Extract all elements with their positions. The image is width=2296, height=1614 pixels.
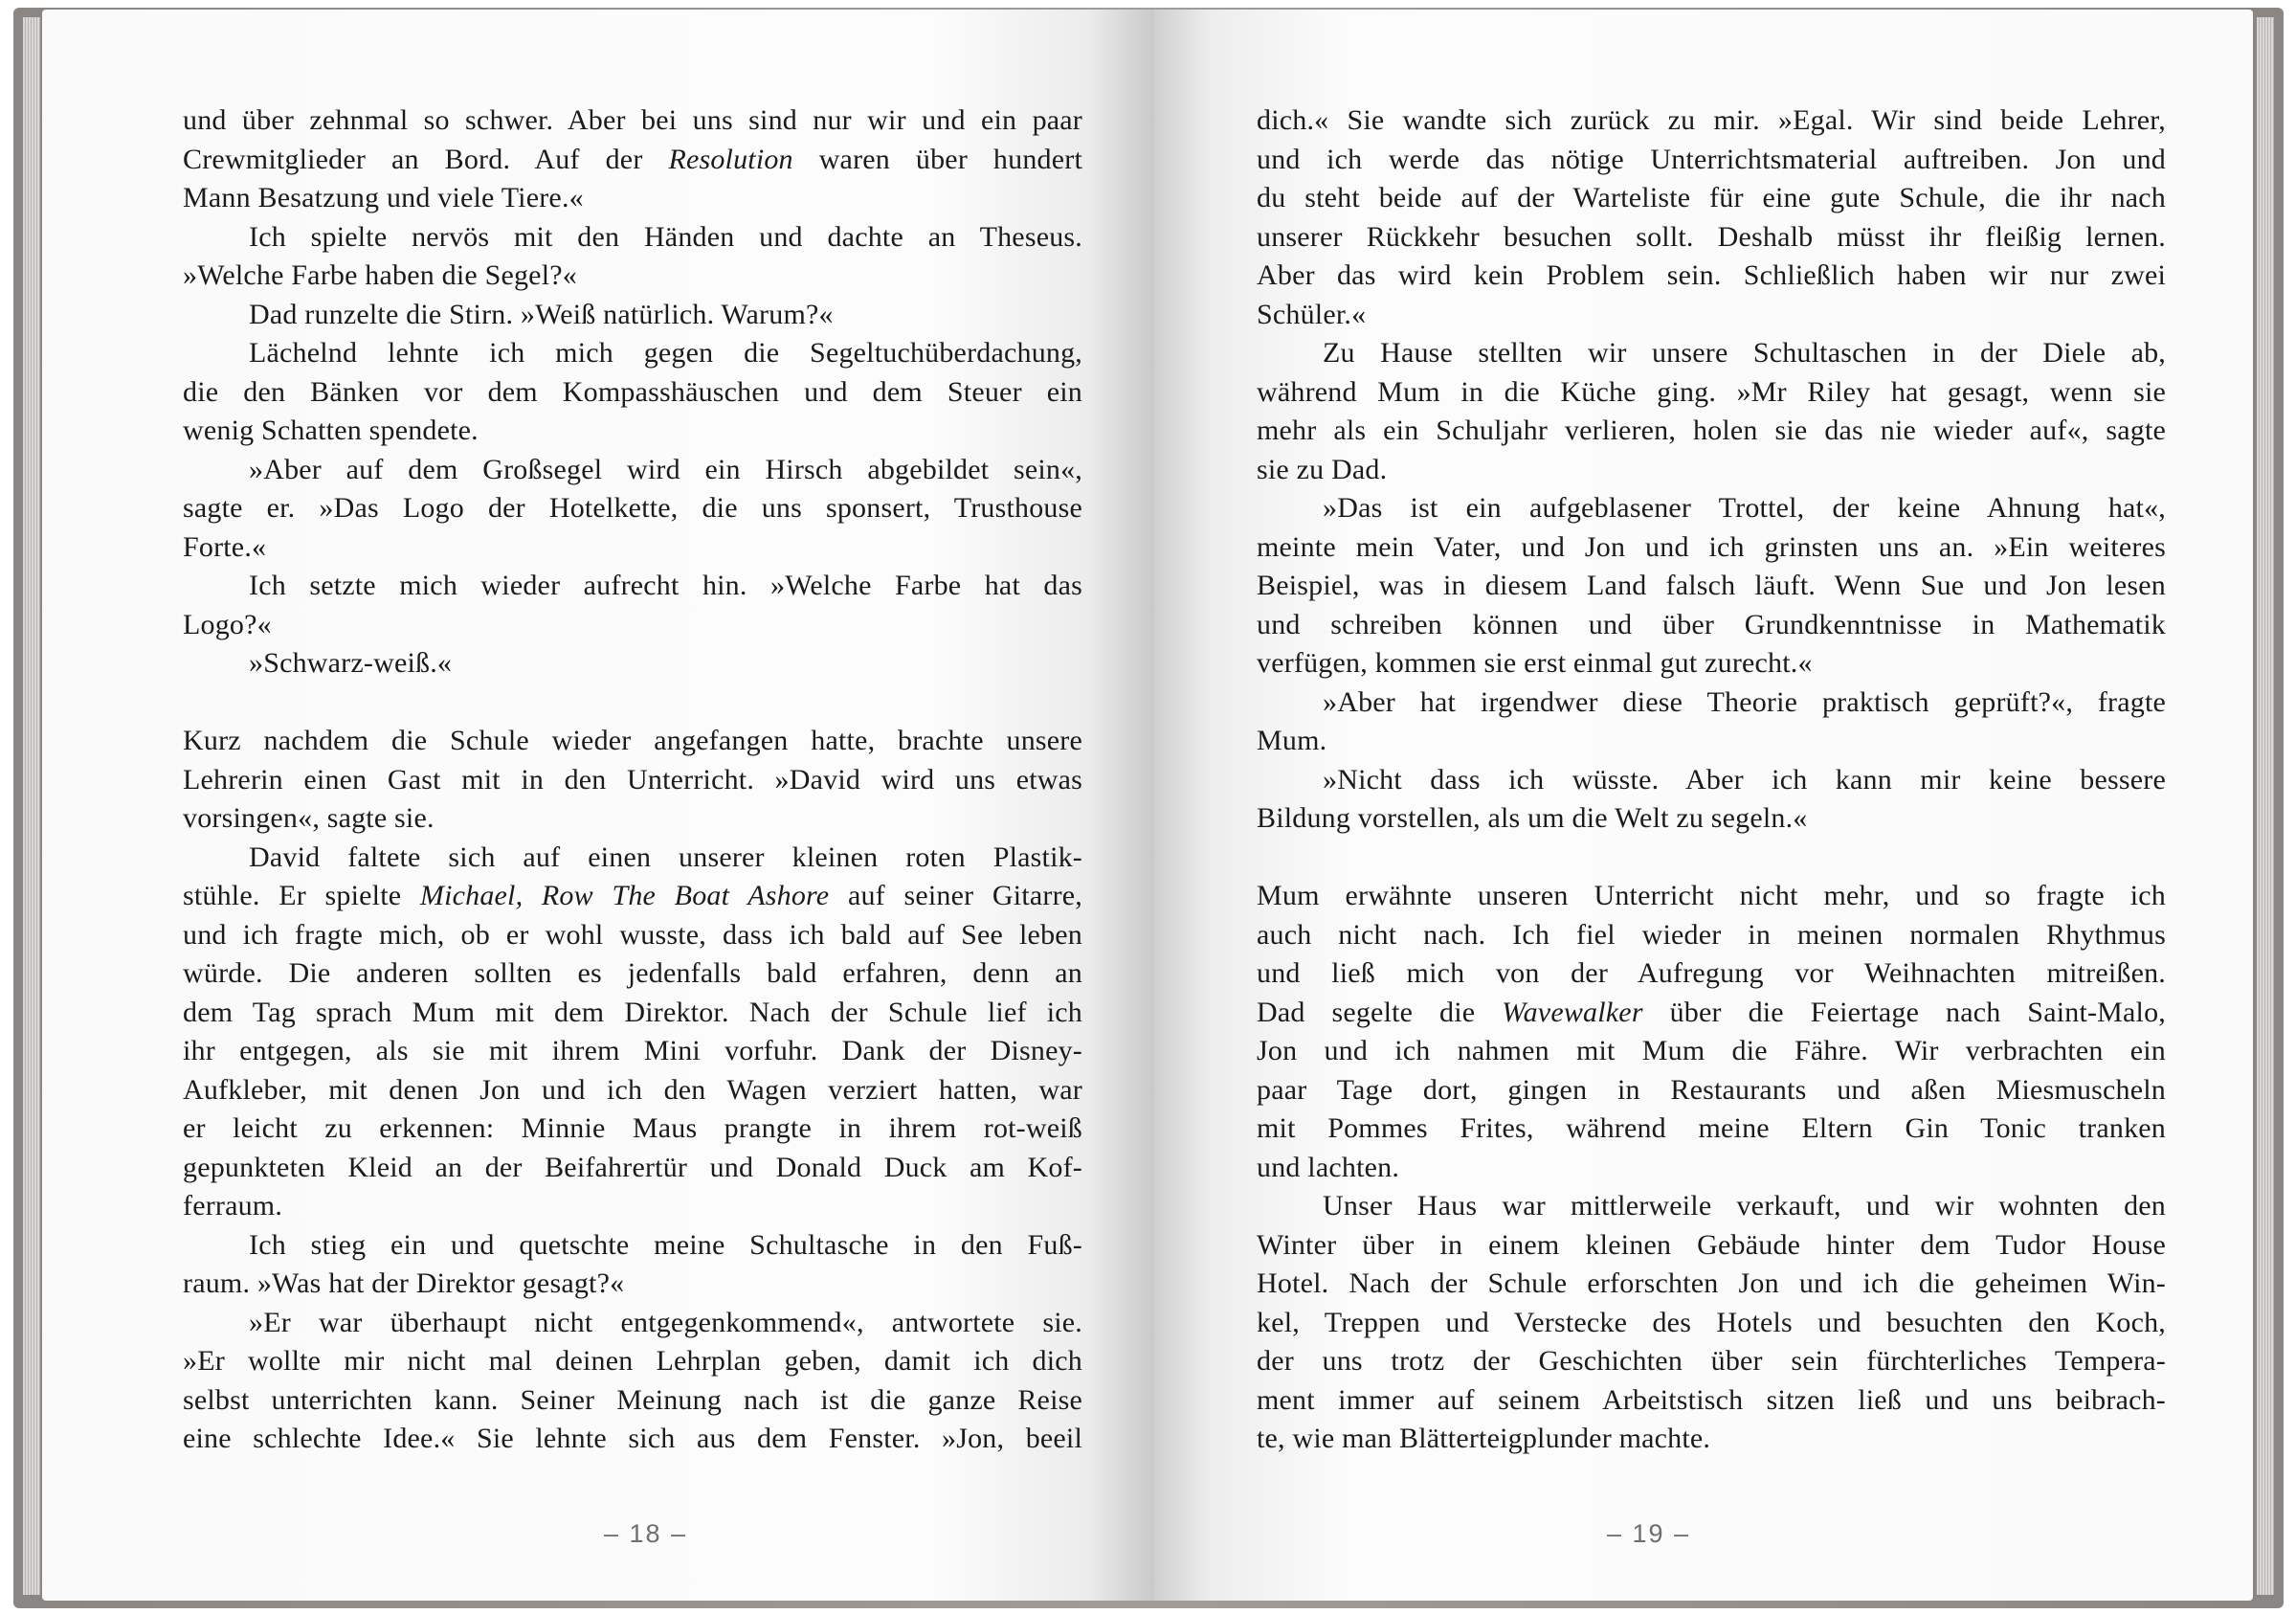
- text-line: Beispiel, was in diesem Land falsch läuft. Wenn Sue und Jon lesen: [1257, 570, 2166, 601]
- text-line: Jon und ich nahmen mit Mum die Fähre. Wir verbrachten ein: [1257, 1035, 2166, 1066]
- text-line: während Mum in die Küche ging. »Mr Riley hat gesagt, wenn sie: [1257, 375, 2166, 408]
- page-number-right: – 19 –: [1607, 1519, 1691, 1548]
- text-line: Ich spielte nervös mit den Händen und dachte an Theseus.: [249, 220, 1082, 253]
- text-line: ferraum.: [183, 1190, 283, 1222]
- text-line: »Schwarz-weiß.«: [249, 647, 453, 679]
- text-line: Unser Haus war mittlerweile verkauft, und wir wohnten den: [1323, 1190, 2166, 1222]
- text-line: Crewmitglieder an Bord. Auf der Resolution waren über hundert: [183, 143, 1082, 175]
- text-line: mehr als ein Schuljahr verlieren, holen sie das nie wieder auf«, sagte: [1257, 415, 2166, 446]
- text-line: ihr entgegen, als sie mit ihrem Mini vorfuhr. Dank der Disney-: [183, 1035, 1082, 1066]
- text-line: Forte.«: [183, 530, 267, 563]
- text-line: Logo?«: [183, 608, 272, 640]
- page-edges-right: [2257, 17, 2274, 1595]
- text-line: auch nicht nach. Ich fiel wieder in meinen normalen Rhythmus: [1257, 918, 2166, 951]
- text-line: würde. Die anderen sollten es jedenfalls bald erfahren, denn an: [183, 957, 1082, 989]
- open-book: [13, 8, 2284, 1608]
- text-line: »Das ist ein aufgeblasener Trottel, der keine Ahnung hat«,: [1323, 492, 2166, 524]
- italic-title: Michael, Row The Boat Ashore: [419, 880, 830, 911]
- page-number-left: – 18 –: [604, 1519, 688, 1548]
- text-line: ment immer auf seinem Arbeitstisch sitzen ließ und uns beibrach-: [1257, 1383, 2166, 1416]
- page-edges-left: [23, 17, 40, 1595]
- text-line: »Er wollte mir nicht mal deinen Lehrplan geben, damit ich dich: [183, 1345, 1082, 1377]
- text-line: mit Pommes Frites, während meine Eltern Gin Tonic tranken: [1257, 1112, 2166, 1144]
- text-line: eine schlechte Idee.« Sie lehnte sich aus dem Fenster. »Jon, beeil: [183, 1423, 1082, 1454]
- text-line: »Nicht dass ich wüsste. Aber ich kann mir keine bessere: [1323, 763, 2166, 796]
- text-line: und schreiben können und über Grundkenntnisse in Mathematik: [1257, 608, 2166, 640]
- text-line: unserer Rückkehr besuchen sollt. Deshalb müsst ihr fleißig lernen.: [1257, 220, 2166, 253]
- text-line: David faltete sich auf einen unserer kleinen roten Plastik-: [249, 841, 1082, 873]
- text-line: stühle. Er spielte Michael, Row The Boat Ashore auf seiner Gitarre,: [183, 880, 1082, 911]
- text-line: und lachten.: [1257, 1151, 1400, 1183]
- text-line: selbst unterrichten kann. Seiner Meinung nach ist die ganze Reise: [183, 1383, 1082, 1416]
- text-line: Ich setzte mich wieder aufrecht hin. »Welche Farbe hat das: [249, 570, 1082, 601]
- text-line: »Er war überhaupt nicht entgegenkommend«, antwortete sie.: [249, 1306, 1082, 1338]
- italic-title: Wavewalker: [1502, 996, 1643, 1028]
- text-line: und über zehnmal so schwer. Aber bei uns sind nur wir und ein paar: [183, 104, 1082, 136]
- text-line: paar Tage dort, gingen in Restaurants und aßen Miesmuscheln: [1257, 1073, 2166, 1106]
- text-line: Ich stieg ein und quetschte meine Schultasche in den Fuß-: [249, 1228, 1082, 1261]
- text-line: raum. »Was hat der Direktor gesagt?«: [183, 1267, 625, 1299]
- text-line: Zu Hause stellten wir unsere Schultaschen in der Diele ab,: [1323, 337, 2166, 369]
- text-line: Bildung vorstellen, als um die Welt zu segeln.«: [1257, 802, 1808, 834]
- text-line: Kurz nachdem die Schule wieder angefangen hatte, brachte unsere: [183, 725, 1082, 756]
- text-line: kel, Treppen und Verstecke des Hotels und besuchten den Koch,: [1257, 1306, 2166, 1338]
- text-line: er leicht zu erkennen: Minnie Maus prangte in ihrem rot-weiß: [183, 1112, 1082, 1144]
- text-line: Dad segelte die Wavewalker über die Feiertage nach Saint-Malo,: [1257, 996, 2166, 1028]
- section-break: [1257, 839, 2166, 878]
- italic-title: Resolution: [668, 143, 793, 175]
- text-line: der uns trotz der Geschichten über sein fürchterliches Tempera-: [1257, 1345, 2166, 1377]
- text-line: sie zu Dad.: [1257, 453, 1388, 485]
- text-line: »Aber auf dem Großsegel wird ein Hirsch abgebildet sein«,: [249, 453, 1082, 485]
- left-page-text: [183, 101, 1082, 1459]
- text-line: Winter über in einem kleinen Gebäude hinter dem Tudor House: [1257, 1228, 2166, 1261]
- text-line: und ließ mich von der Aufregung vor Weihnachten mitreißen.: [1257, 957, 2166, 989]
- text-line: Lehrerin einen Gast mit in den Unterricht. »David wird uns etwas: [183, 763, 1082, 796]
- text-line: »Aber hat irgendwer diese Theorie praktisch geprüft?«, fragte: [1323, 685, 2166, 718]
- text-line: Aufkleber, mit denen Jon und ich den Wagen verziert hatten, war: [183, 1073, 1082, 1106]
- text-line: Hotel. Nach der Schule erforschten Jon und ich die geheimen Win-: [1257, 1267, 2166, 1299]
- text-line: dich.« Sie wandte sich zurück zu mir. »Egal. Wir sind beide Lehrer,: [1257, 104, 2166, 136]
- text-line: Mum erwähnte unseren Unterricht nicht mehr, und so fragte ich: [1257, 880, 2166, 911]
- text-line: Aber das wird kein Problem sein. Schließlich haben wir nur zwei: [1257, 259, 2166, 291]
- text-line: gepunkteten Kleid an der Beifahrertür und Donald Duck am Kof-: [183, 1151, 1082, 1183]
- text-line: du steht beide auf der Warteliste für eine gute Schule, die ihr nach: [1257, 182, 2166, 213]
- text-line: und ich fragte mich, ob er wohl wusste, dass ich bald auf See leben: [183, 918, 1082, 951]
- right-page: [1154, 10, 2253, 1601]
- text-line: sagte er. »Das Logo der Hotelkette, die uns sponsert, Trusthouse: [183, 492, 1082, 524]
- text-line: Mann Besatzung und viele Tiere.«: [183, 182, 584, 213]
- text-line: dem Tag sprach Mum mit dem Direktor. Nach der Schule lief ich: [183, 996, 1082, 1028]
- text-line: meinte mein Vater, und Jon und ich grinsten uns an. »Ein weiteres: [1257, 530, 2166, 563]
- text-line: Schüler.«: [1257, 298, 1367, 330]
- text-line: Dad runzelte die Stirn. »Weiß natürlich. Warum?«: [249, 298, 834, 330]
- section-break: [183, 684, 1082, 723]
- text-line: Mum.: [1257, 725, 1327, 756]
- left-page: [42, 10, 1154, 1601]
- text-line: und ich werde das nötige Unterrichtsmaterial auftreiben. Jon und: [1257, 143, 2166, 175]
- text-line: Lächelnd lehnte ich mich gegen die Segeltuchüberdachung,: [249, 337, 1082, 369]
- text-line: wenig Schatten spendete.: [183, 415, 479, 446]
- text-line: vorsingen«, sagte sie.: [183, 802, 435, 834]
- text-line: »Welche Farbe haben die Segel?«: [183, 259, 577, 291]
- right-page-text: [1257, 101, 2166, 1459]
- text-line: te, wie man Blätterteigplunder machte.: [1257, 1423, 1711, 1454]
- text-line: verfügen, kommen sie erst einmal gut zurecht.«: [1257, 647, 1813, 679]
- text-line: die den Bänken vor dem Kompasshäuschen und dem Steuer ein: [183, 375, 1082, 408]
